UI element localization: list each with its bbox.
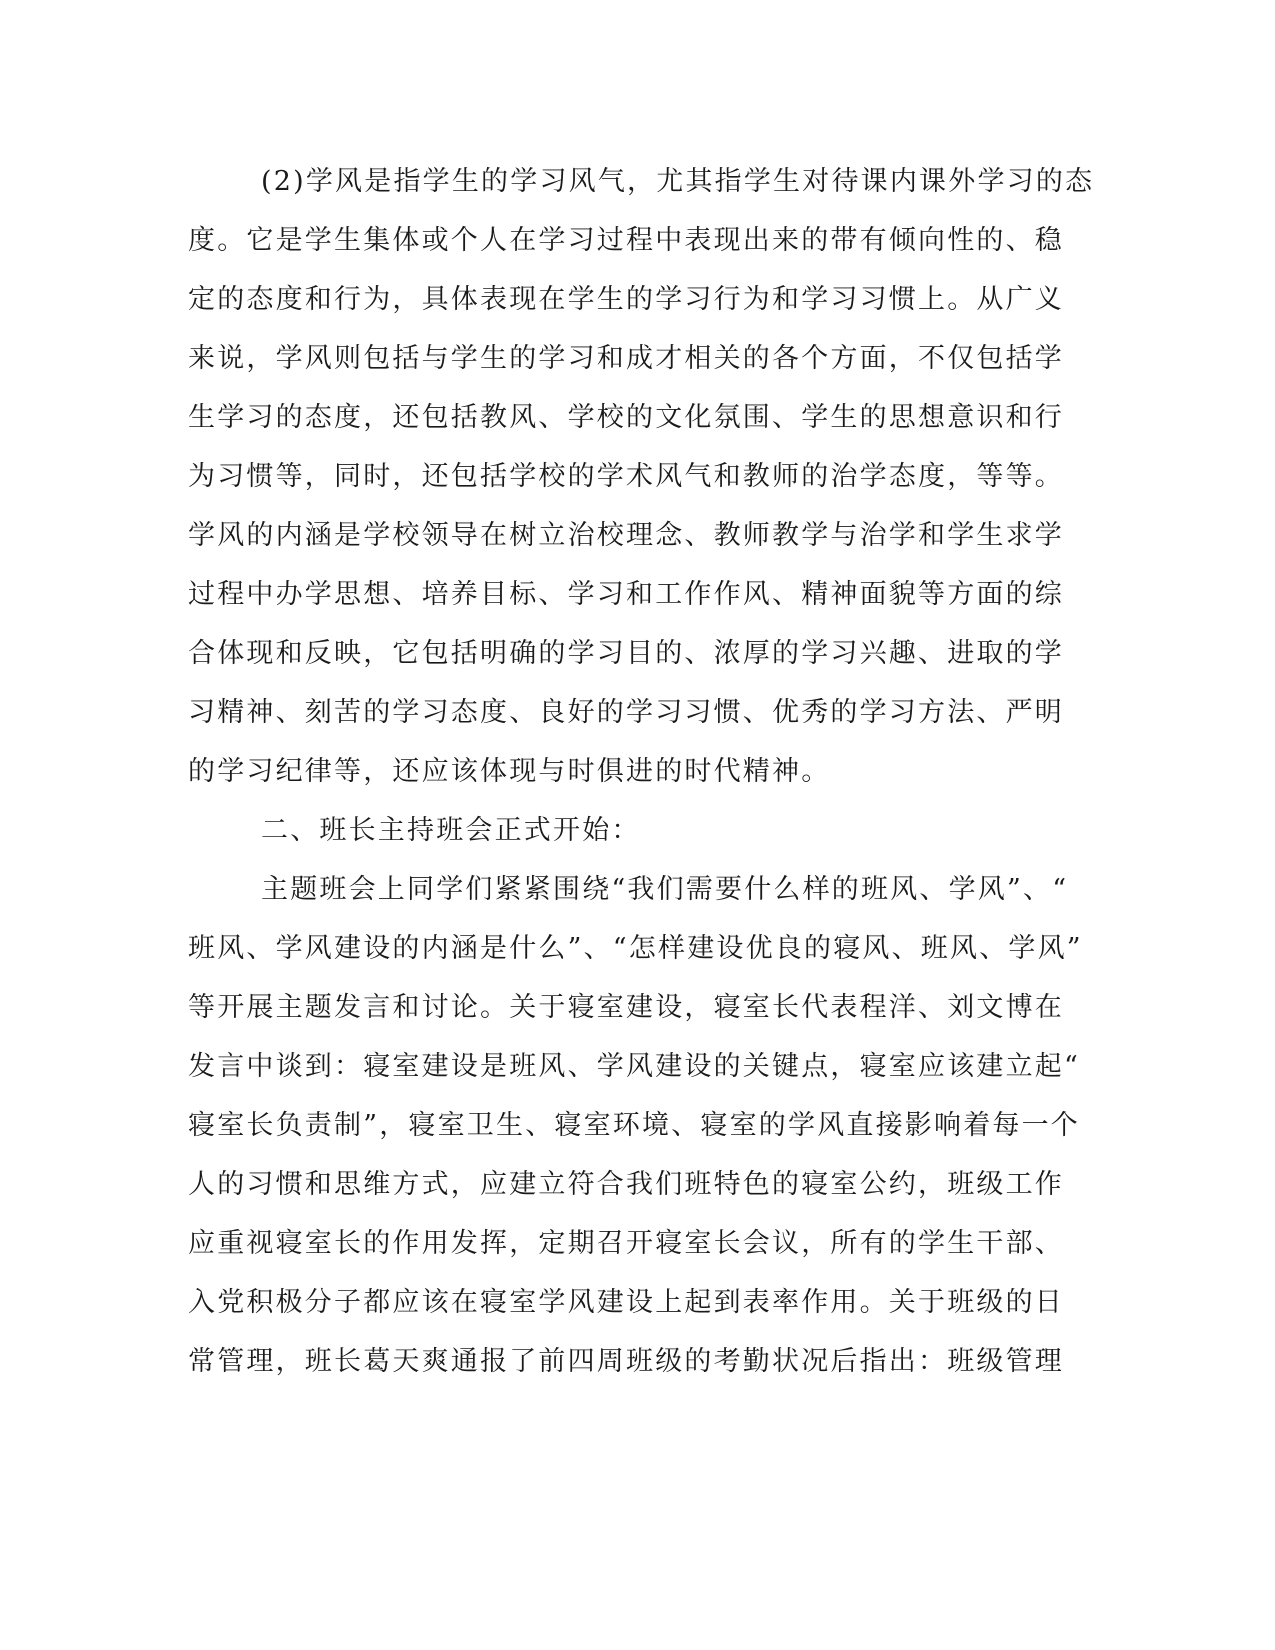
paragraph-line: 来说，学风则包括与学生的学习和成才相关的各个方面，不仅包括学 <box>188 343 1064 374</box>
paragraph-line: 寝室长负责制”，寝室卫生、寝室环境、寝室的学风直接影响着每一个 <box>188 1110 1081 1141</box>
paragraph-line: 发言中谈到：寝室建设是班风、学风建设的关键点，寝室应该建立起“ <box>188 1051 1081 1082</box>
paragraph-line: 为习惯等，同时，还包括学校的学术风气和教师的治学态度，等等。 <box>188 461 1064 492</box>
paragraph-line: 人的习惯和思维方式，应建立符合我们班特色的寝室公约，班级工作 <box>188 1169 1064 1200</box>
paragraph-line: (2)学风是指学生的学习风气，尤其指学生对待课内课外学习的态 <box>261 166 1095 197</box>
paragraph-line: 生学习的态度，还包括教风、学校的文化氛围、学生的思想意识和行 <box>188 402 1064 433</box>
paragraph-line: 的学习纪律等，还应该体现与时俱进的时代精神。 <box>188 756 831 787</box>
paragraph-line: 学风的内涵是学校领导在树立治校理念、教师教学与治学和学生求学 <box>188 520 1064 551</box>
paragraph-line: 应重视寝室长的作用发挥，定期召开寝室长会议，所有的学生干部、 <box>188 1228 1064 1259</box>
paragraph-line: 合体现和反映，它包括明确的学习目的、浓厚的学习兴趣、进取的学 <box>188 638 1064 669</box>
paragraph-line: 班风、学风建设的内涵是什么”、“怎样建设优良的寝风、班风、学风” <box>188 933 1083 964</box>
paragraph-line: 入党积极分子都应该在寝室学风建设上起到表率作用。关于班级的日 <box>188 1287 1064 1318</box>
section-heading: 二、班长主持班会正式开始： <box>261 815 641 846</box>
paragraph-line: 主题班会上同学们紧紧围绕“我们需要什么样的班风、学风”、“ <box>261 874 1069 905</box>
paragraph-line: 等开展主题发言和讨论。关于寝室建设，寝室长代表程洋、刘文博在 <box>188 992 1064 1023</box>
paragraph-line: 过程中办学思想、培养目标、学习和工作作风、精神面貌等方面的综 <box>188 579 1064 610</box>
paragraph-line: 常管理，班长葛天爽通报了前四周班级的考勤状况后指出：班级管理 <box>188 1346 1064 1377</box>
paragraph-line: 度。它是学生集体或个人在学习过程中表现出来的带有倾向性的、稳 <box>188 225 1064 256</box>
paragraph-line: 定的态度和行为，具体表现在学生的学习行为和学习习惯上。从广义 <box>188 284 1064 315</box>
paragraph-line: 习精神、刻苦的学习态度、良好的学习习惯、优秀的学习方法、严明 <box>188 697 1064 728</box>
